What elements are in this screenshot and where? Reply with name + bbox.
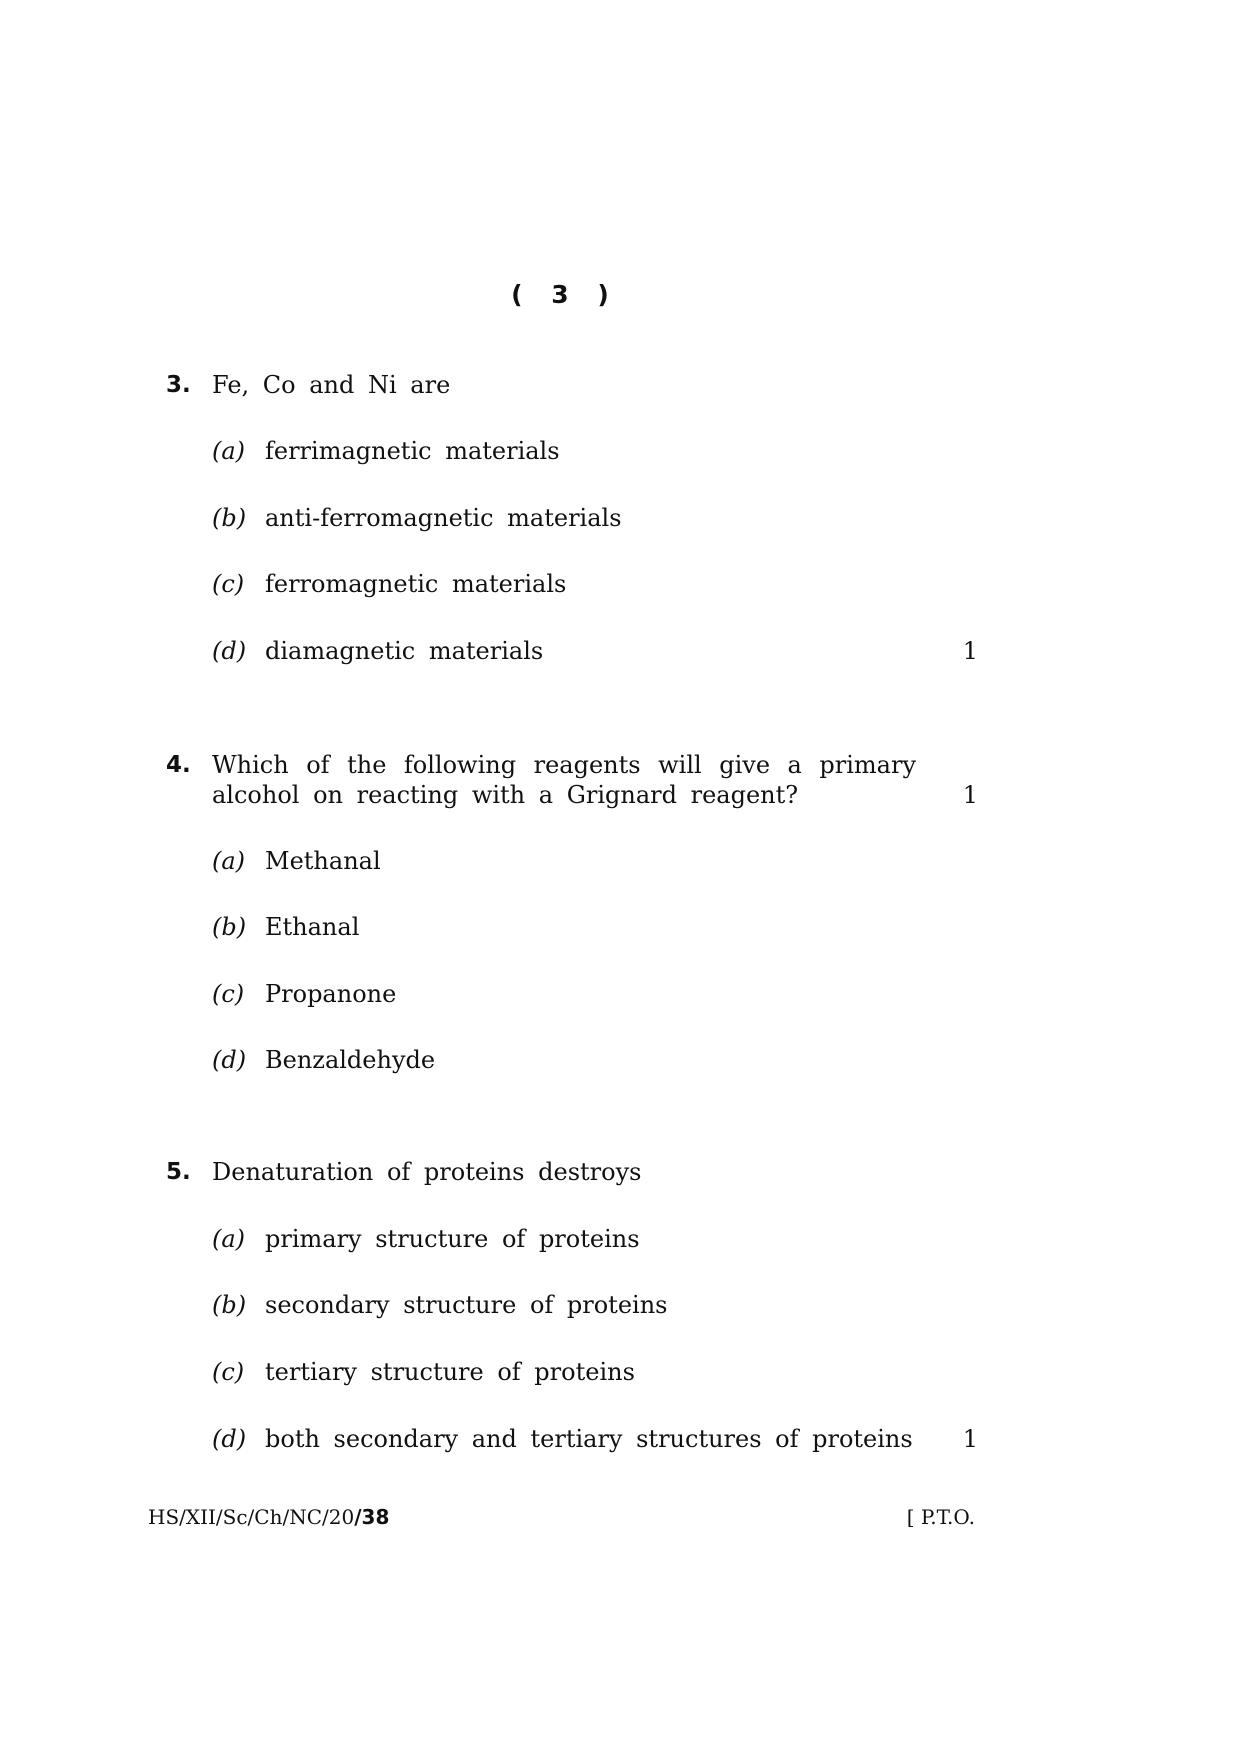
option-text: Propanone: [265, 980, 397, 1008]
question-4-text-line1: Which of the following reagents will give a primary: [212, 751, 916, 779]
option-label: (b): [212, 913, 247, 941]
option-label: (c): [212, 980, 245, 1008]
question-4-option-c: [212, 979, 992, 1009]
option-label: (a): [212, 1225, 246, 1253]
question-3-marks: 1: [962, 637, 978, 665]
option-text: Methanal: [265, 847, 381, 875]
question-5-option-d: [212, 1424, 992, 1454]
question-5-number: 5.: [166, 1159, 191, 1185]
question-3-text: Fe, Co and Ni are: [212, 371, 451, 399]
question-5-option-c: [212, 1357, 992, 1387]
option-text: tertiary structure of proteins: [265, 1358, 635, 1386]
option-text: Benzaldehyde: [265, 1046, 436, 1074]
option-text: ferrimagnetic materials: [265, 437, 560, 465]
question-4-text-line2: alcohol on reacting with a Grignard reagent?: [212, 781, 799, 809]
option-label: (a): [212, 437, 246, 465]
option-label: (c): [212, 1358, 245, 1386]
option-text: both secondary and tertiary structures of proteins: [265, 1425, 913, 1453]
option-label: (b): [212, 1291, 247, 1319]
option-label: (a): [212, 847, 246, 875]
option-text: ferromagnetic materials: [265, 570, 567, 598]
option-text: anti-ferromagnetic materials: [265, 504, 622, 532]
question-5-marks: 1: [962, 1425, 978, 1453]
question-3-option-d: [212, 636, 992, 666]
option-label: (d): [212, 637, 247, 665]
question-4-option-d: [212, 1045, 992, 1075]
option-text: Ethanal: [265, 913, 360, 941]
option-label: (d): [212, 1425, 247, 1453]
option-label: (b): [212, 504, 247, 532]
question-3-option-a: [212, 436, 992, 466]
question-5-option-b: [212, 1290, 992, 1320]
paper-code: [148, 1504, 389, 1530]
question-5-text: Denaturation of proteins destroys: [212, 1158, 642, 1186]
question-3-option-c: [212, 569, 992, 599]
paper-code-prefix: HS/XII/Sc/Ch/NC/20: [148, 1505, 355, 1529]
question-4-option-b: [212, 912, 992, 942]
question-3-option-b: [212, 503, 992, 533]
question-5-option-a: [212, 1224, 992, 1254]
question-4-option-a: [212, 846, 992, 876]
option-label: (c): [212, 570, 245, 598]
page-number: ( 3 ): [511, 280, 619, 309]
option-label: (d): [212, 1046, 247, 1074]
pto-note: [ P.T.O.: [906, 1505, 975, 1529]
question-4-number: 4.: [166, 752, 191, 778]
question-3-number: 3.: [166, 372, 191, 398]
paper-code-suffix: /38: [354, 1505, 390, 1529]
option-text: primary structure of proteins: [265, 1225, 640, 1253]
option-text: diamagnetic materials: [265, 637, 544, 665]
question-4-marks: 1: [962, 781, 978, 809]
option-text: secondary structure of proteins: [265, 1291, 668, 1319]
